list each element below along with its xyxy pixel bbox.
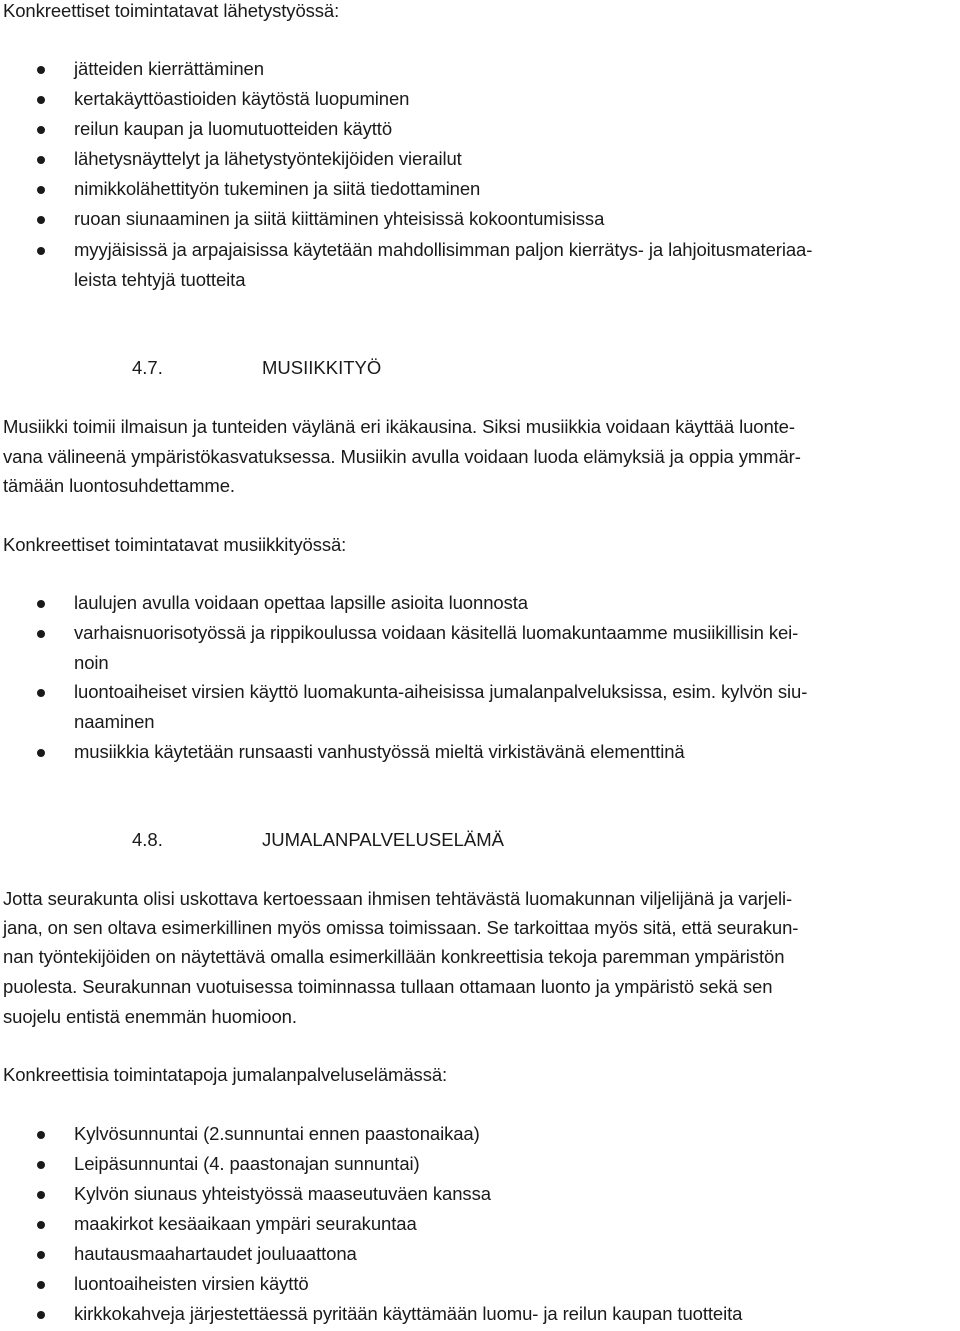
list-item: myyjäisissä ja arpajaisissa käytetään mahdollisimman paljon kierrätys- ja lahjoitusmateriaa- (74, 239, 813, 260)
list-item-continuation: naaminen (74, 711, 155, 732)
section-title: JUMALANPALVELUSELÄMÄ (262, 829, 504, 850)
bullet-icon (37, 1281, 45, 1289)
list-item: kirkkokahveja järjestettäessä pyritään käyttämään luomu- ja reilun kaupan tuotteita (74, 1303, 743, 1324)
section-number: 4.8. (132, 829, 163, 850)
bullet-icon (37, 749, 45, 757)
bullet-icon (37, 1161, 45, 1169)
bullet-icon (37, 1191, 45, 1199)
paragraph-line: suojelu entistä enemmän huomioon. (3, 1006, 297, 1027)
bullet-icon (37, 600, 45, 608)
list-item-continuation: leista tehtyjä tuotteita (74, 269, 246, 290)
paragraph-line: puolesta. Seurakunnan vuotuisessa toiminnassa tullaan ottamaan luonto ja ympäristö sekä sen (3, 976, 773, 997)
bullet-icon (37, 1251, 45, 1259)
paragraph-line: jana, on sen oltava esimerkillinen myös omissa toimissaan. Se tarkoittaa myös sitä, että seurakun- (3, 917, 799, 938)
list-item: jätteiden kierrättäminen (74, 58, 264, 79)
bullet-icon (37, 1131, 45, 1139)
list-item: varhaisnuorisotyössä ja rippikoulussa voidaan käsitellä luomakuntaamme musiikillisin kei- (74, 622, 799, 643)
list-item: reilun kaupan ja luomutuotteiden käyttö (74, 118, 393, 139)
list-item: laulujen avulla voidaan opettaa lapsille asioita luonnosta (74, 592, 528, 613)
bullet-icon (37, 96, 45, 104)
paragraph-line: vana välineenä ympäristökasvatuksessa. Musiikin avulla voidaan luoda elämyksiä ja oppia ymmär- (3, 446, 801, 467)
list-item: hautausmaahartaudet jouluaattona (74, 1243, 357, 1264)
list-item: luontoaiheiset virsien käyttö luomakunta-aiheisissa jumalanpalveluksissa, esim. kylvön siu- (74, 681, 808, 702)
bullet-icon (37, 66, 45, 74)
bullet-icon (37, 156, 45, 164)
bullet-icon (37, 216, 45, 224)
list-item: ruoan siunaaminen ja siitä kiittäminen yhteisissä kokoontumisissa (74, 208, 605, 229)
list-item-continuation: noin (74, 652, 109, 673)
mission-list-heading: Konkreettiset toimintatavat lähetystyössä: (3, 0, 340, 21)
section-title: MUSIIKKITYÖ (262, 357, 382, 378)
list-item: kertakäyttöastioiden käytöstä luopuminen (74, 88, 410, 109)
bullet-icon (37, 186, 45, 194)
bullet-icon (37, 126, 45, 134)
list-item: lähetysnäyttelyt ja lähetystyöntekijöiden vierailut (74, 148, 462, 169)
section-number: 4.7. (132, 357, 163, 378)
bullet-icon (37, 1311, 45, 1319)
paragraph-line: tämään luontosuhdettamme. (3, 475, 235, 496)
list-item: maakirkot kesäaikaan ympäri seurakuntaa (74, 1213, 417, 1234)
paragraph-line: Musiikki toimii ilmaisun ja tunteiden väylänä eri ikäkausina. Siksi musiikkia voidaan käyttää luonte- (3, 416, 795, 437)
list-item: Kylvösunnuntai (2.sunnuntai ennen paastonaikaa) (74, 1123, 480, 1144)
bullet-icon (37, 247, 45, 255)
paragraph-line: Jotta seurakunta olisi uskottava kertoessaan ihmisen tehtävästä luomakunnan viljelijänä ja varjeli- (3, 888, 793, 909)
list-item: Leipäsunnuntai (4. paastonajan sunnuntai) (74, 1153, 420, 1174)
bullet-icon (37, 630, 45, 638)
bullet-icon (37, 1221, 45, 1229)
paragraph-line: nan työntekijöiden on näytettävä omalla esimerkillään konkreettisia tekoja paremman ympäristön (3, 946, 785, 967)
list-heading: Konkreettiset toimintatavat musiikkityössä: (3, 534, 347, 555)
list-heading: Konkreettisia toimintatapoja jumalanpalveluselämässä: (3, 1064, 448, 1085)
list-item: nimikkolähettityön tukeminen ja siitä tiedottaminen (74, 178, 481, 199)
list-item: Kylvön siunaus yhteistyössä maaseutuväen kanssa (74, 1183, 491, 1204)
list-item: luontoaiheisten virsien käyttö (74, 1273, 309, 1294)
list-item: musiikkia käytetään runsaasti vanhustyössä mieltä virkistävänä elementtinä (74, 741, 685, 762)
bullet-icon (37, 689, 45, 697)
